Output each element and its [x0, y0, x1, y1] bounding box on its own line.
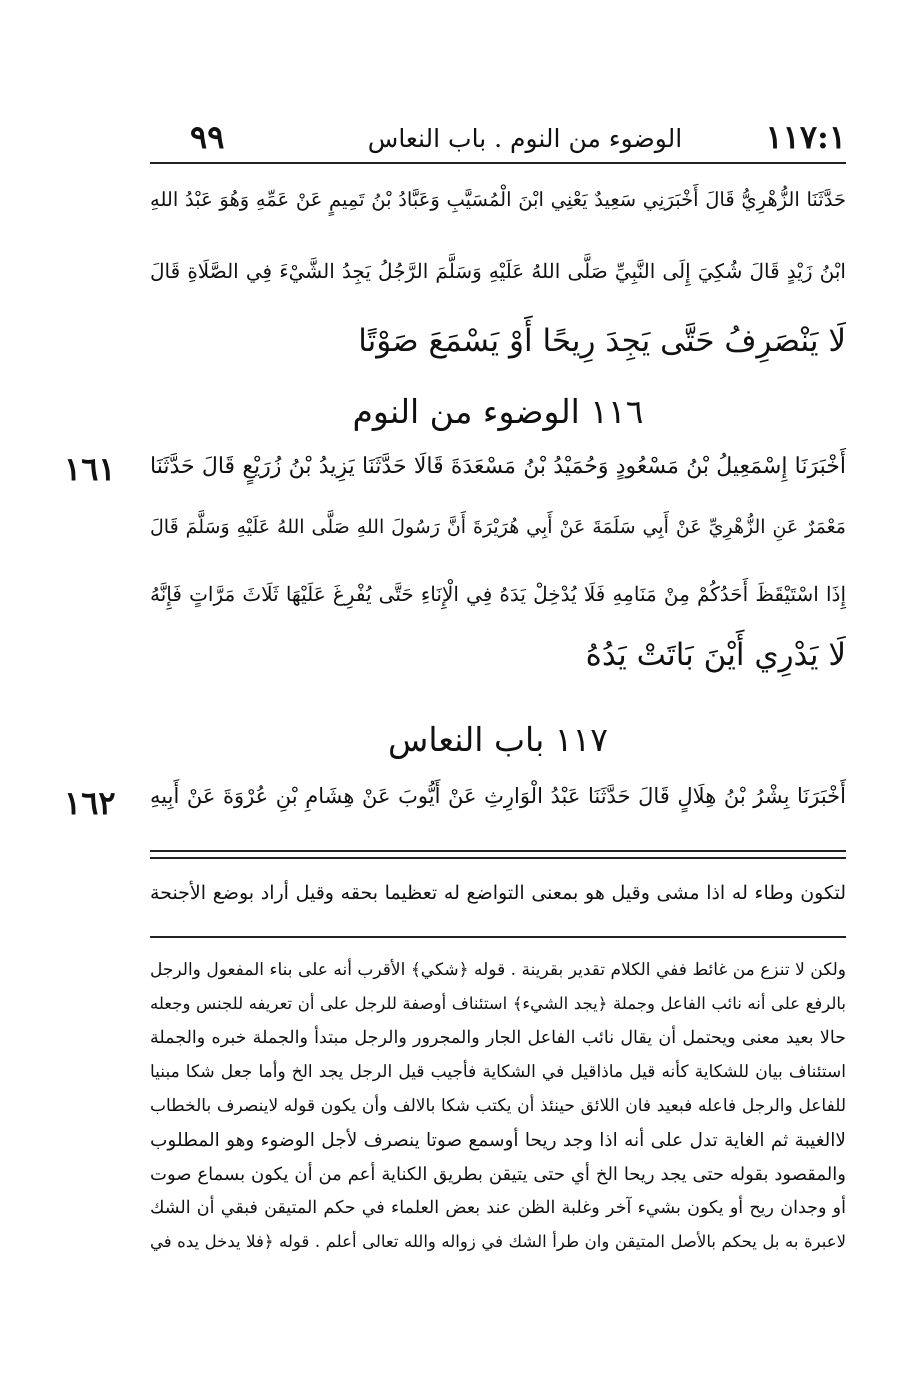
commentary-line: للفاعل والرجل فاعله فبعيد فان اللائق حينئذ أن يكتب شكا بالالف وأن يكون قوله لاينصرف بالخطاب [150, 1096, 846, 1116]
text-line: لَا يَنْصَرِفُ حَتَّى يَجِدَ رِيحًا أَوْ يَسْمَعَ صَوْتًا [358, 323, 846, 359]
text-line: ابْنُ زَيْدٍ قَالَ شُكِيَ إِلَى النَّبِيِّ صَلَّى اللهُ عَلَيْهِ وَسَلَّمَ الرَّجُلُ يَجِدُ الشَّيْءَ فِي الصَّلَاةِ قَالَ [150, 259, 846, 283]
commentary-line: استئناف بيان للشكاية كأنه قيل ماذاقيل في الشكاية فأجيب قيل الرجل يجد الخ وأما جعل شكا مبنيا [150, 1062, 846, 1082]
section-reference: ١١٧:١ [765, 118, 846, 156]
chapter-heading-116: ١١٦ الوضوء من النوم [352, 392, 644, 431]
separator-rule-top [150, 850, 846, 852]
separator-rule-bottom [150, 857, 846, 859]
commentary-line: ولكن لا تنزع من غائط ففي الكلام تقدير بقرينة . قوله ﴿شكي﴾ الأقرب أنه على بناء المفعول والرجل [150, 960, 846, 980]
running-title: الوضوء من النوم . باب النعاس [367, 124, 683, 153]
header-rule [150, 162, 846, 164]
commentary-line: والمقصود بقوله حتى يجد ريحا الخ أي حتى يتيقن بطريق الكناية أعم من أن يكون بسماع صوت [150, 1164, 846, 1185]
commentary-line: أو وجدان ريح أو يكون بشيء آخر وغلبة الظن عند بعض العلماء في حكم المتيقن فبقي أن الشك [150, 1198, 846, 1218]
chapter-heading-117: ١١٧ باب النعاس [388, 720, 608, 759]
text-line: حَدَّثَنَا الزُّهْرِيُّ قَالَ أَخْبَرَنِي سَعِيدٌ يَعْنِي ابْنَ الْمُسَيَّبِ وَعَبَّادُ بْنُ تَمِيمٍ عَنْ عَمِّهِ وَهُوَ عَبْدُ اللهِ [150, 188, 846, 211]
text-line: أَخْبَرَنَا بِشْرُ بْنُ هِلَالٍ قَالَ حَدَّثَنَا عَبْدُ الْوَارِثِ عَنْ أَيُّوبَ عَنْ هِشَامِ بْنِ عُرْوَةَ عَنْ أَبِيهِ [150, 784, 846, 808]
text-line: مَعْمَرٌ عَنِ الزُّهْرِيِّ عَنْ أَبِي سَلَمَةَ عَنْ أَبِي هُرَيْرَةَ أَنَّ رَسُولَ اللهِ صَلَّى اللهُ عَلَيْهِ وَسَلَّمَ قَالَ [150, 516, 846, 538]
page-header [150, 112, 846, 162]
hadith-number-161: ١٦١ [64, 450, 116, 488]
commentary-line: بالرفع على أنه نائب الفاعل وجملة ﴿يجد الشيء﴾ استئناف أوصفة للرجل على أن تعريفه للجنس وجعله [150, 994, 846, 1013]
commentary-rule [150, 936, 846, 938]
commentary-line: حالا بعيد معنى ويحتمل أن يقال نائب الفاعل الجار والمجرور والرجل مبتدأ والجملة خبره والجملة [150, 1028, 846, 1048]
text-line: لَا يَدْرِي أَيْنَ بَاتَتْ يَدُهُ [585, 637, 846, 673]
text-line: أَخْبَرَنَا إِسْمَعِيلُ بْنُ مَسْعُودٍ وَحُمَيْدُ بْنُ مَسْعَدَةَ قَالَا حَدَّثَنَا يَزِيدُ بْنُ زُرَيْعٍ قَالَ حَدَّثَنَا [150, 454, 846, 479]
text-line: إِذَا اسْتَيْقَظَ أَحَدُكُمْ مِنْ مَنَامِهِ فَلَا يُدْخِلْ يَدَهُ فِي الْإِنَاءِ حَتَّى يُفْرِغَ عَلَيْهَا ثَلَاثَ مَرَّاتٍ فَإِنَّهُ [150, 582, 846, 606]
hadith-number-162: ١٦٢ [64, 784, 116, 822]
commentary-line: لاعبرة به بل يحكم بالأصل المتيقن وان طرأ الشك في زواله والله تعالى أعلم . قوله ﴿فلا يدخل يده في [150, 1232, 846, 1251]
margin-note: لتكون وطاء له اذا مشى وقيل هو بمعنى التواضع له تعظيما بحقه وقيل أراد بوضع الأجنحة [150, 882, 846, 904]
commentary-line: لاالغيبة ثم الغاية تدل على أنه اذا وجد ريحا أوسمع صوتا ينصرف لأجل الوضوء وهو المطلوب [150, 1130, 846, 1151]
page-number: ٩٩ [190, 118, 225, 156]
